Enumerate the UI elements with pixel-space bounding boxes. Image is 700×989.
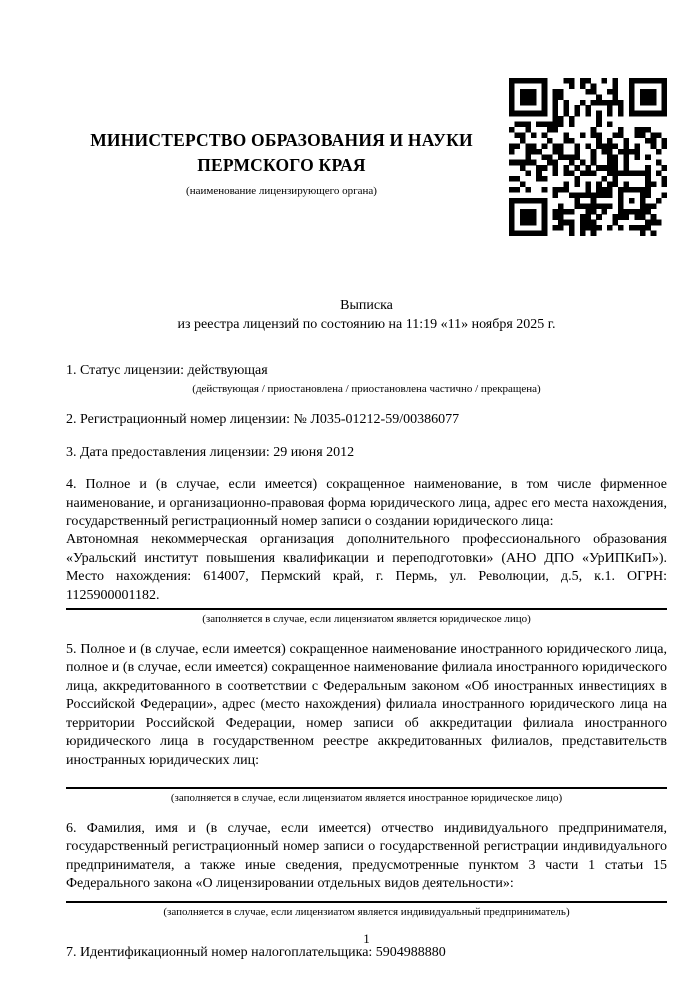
document-subtitle: из реестра лицензий по состоянию на 11:19 «11» ноября 2025 г. bbox=[177, 317, 556, 332]
field-grant-date bbox=[66, 444, 667, 462]
field-license-status-text: 1. Статус лицензии: действующая bbox=[66, 363, 268, 378]
field-legal-entity-hint: (заполняется в случае, если лицензиатом является юридическое лицо) bbox=[202, 613, 531, 626]
field-individual-entrepreneur-hint: (заполняется в случае, если лицензиатом является индивидуальный предприниматель) bbox=[163, 905, 570, 918]
field-individual-entrepreneur-text: 6. Фамилия, имя и (в случае, если имеется) отчество индивидуального предпринимателя, государственный регистрационный номер записи о государственной регистрации индивидуального предпринимателя, а также иные сведения, предусмотренные пунктом 3 части 1 статьи 15 Федерального закона «О лицензировании отдельных видов деятельности»: bbox=[66, 820, 667, 892]
field-grant-date-text: 3. Дата предоставления лицензии: 29 июня 2012 bbox=[66, 444, 355, 460]
field-foreign-entity-hint: (заполняется в случае, если лицензиатом является иностранное юридическое лицо) bbox=[170, 791, 563, 804]
document-title-block bbox=[66, 296, 667, 334]
licensing-authority-block bbox=[66, 78, 509, 198]
field-legal-entity-text: 4. Полное и (в случае, если имеется) сокращенное наименование, в том числе фирменное наименование, и организационно-правовая форма юридического лица, адрес его места нахождения, государственный регистрационный номер записи о создании юридического лица: bbox=[66, 477, 667, 530]
ministry-name-line2: ПЕРМСКОГО КРАЯ bbox=[197, 155, 366, 175]
field-license-status-hint: (действующая / приостановлена / приостановлена частично / прекращена) bbox=[192, 383, 541, 396]
qr-code bbox=[509, 78, 667, 236]
field-inn-text: 7. Идентификационный номер налогоплательщика: 5904988880 bbox=[66, 944, 446, 960]
field-registration-number-text: 2. Регистрационный номер лицензии: № Л035-01212-59/00386077 bbox=[66, 412, 460, 428]
field-foreign-entity-text: 5. Полное и (в случае, если имеется) сокращенное наименование иностранного юридического лица, полное и (в случае, если имеется) сокращенное наименование филиала иностранного юридического лица, аккредитованного в соответствии с Федеральным законом «Об иностранных инвестициях в Российской Федерации», адрес (место нахождения) филиала иностранного юридического лица на территории Российской Федерации, номер записи об аккредитации филиала иностранного юридического лица в государственном реестре аккредитованных филиалов, представительств иностранных юридических лиц: bbox=[66, 642, 667, 768]
field-license-status bbox=[66, 362, 667, 397]
fields-list bbox=[66, 362, 667, 962]
field-registration-number bbox=[66, 411, 667, 429]
field-legal-entity bbox=[66, 476, 667, 627]
ministry-caption: (наименование лицензирующего органа) bbox=[186, 185, 377, 197]
page-number: 1 bbox=[363, 931, 370, 946]
document-title: Выписка bbox=[340, 298, 393, 313]
ministry-name-line1: МИНИСТЕРСТВО ОБРАЗОВАНИЯ И НАУКИ bbox=[90, 130, 473, 150]
field-foreign-entity bbox=[66, 641, 667, 806]
document-header bbox=[66, 0, 667, 236]
field-individual-entrepreneur bbox=[66, 820, 667, 920]
field-legal-entity-value: Автономная некоммерческая организация дополнительного профессионального образования «Уральский институт повышения квалификации и переподготовки» (АНО ДПО «УрИПКиП»). Место нахождения: 614007, Пермский край, г. Пермь, ул. Революции, д.5, к.1. ОГРН: 1125900001182. bbox=[66, 532, 667, 603]
